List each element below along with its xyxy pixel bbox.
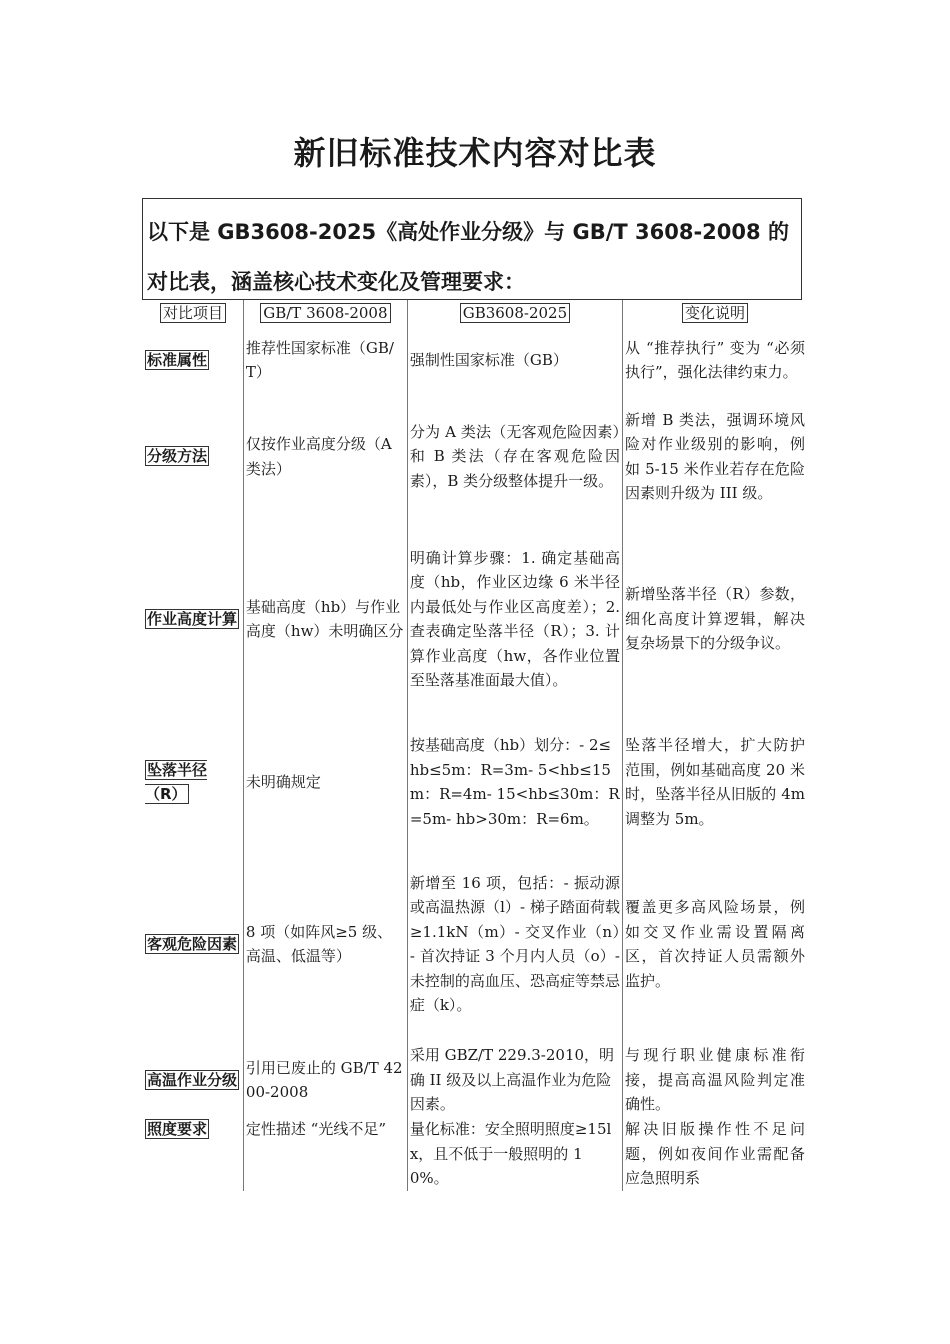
row-item: 客观危险因素 [147,934,238,953]
header-item: 对比项目 [143,300,243,326]
row-new: 按基础高度（hb）划分：- 2≤hb≤5m：R=3m- 5<hb≤15m：R=4m- 15<hb≤30m：R=5m- hb>30m：R=6m。 [407,719,622,845]
table-row [143,719,807,845]
row-item: 照度要求 [147,1120,208,1138]
page-title: 新旧标准技术内容对比表 [293,134,657,172]
row-note: 覆盖更多高风险场景，例如交叉作业需设置隔离区，首次持证人员需额外监护。 [623,845,807,1043]
row-note: 新增 B 类法，强调环境风险对作业级别的影响，例如 5-15 米作业若存在危险因素则升级为 III 级。 [623,394,807,519]
table-header-row [143,300,807,326]
row-note: 与现行职业健康标准衔接，提高高温风险判定准确性。 [623,1043,807,1117]
row-old: 推荐性国家标准（GB/T） [243,326,407,394]
table-row [143,326,807,394]
row-new: 采用 GBZ/T 229.3-2010，明确 II 级及以上高温作业为危险因素。 [407,1043,622,1117]
row-new: 量化标准：安全照明照度≥15lx，且不低于一般照明的 10%。 [407,1117,622,1191]
header-change-note: 变化说明 [623,300,807,326]
header-new-standard: GB3608-2025 [407,300,622,326]
intro-paragraph: 以下是 GB3608-2025《高处作业分级》与 GB/T 3608-2008 的对比表，涵盖核心技术变化及管理要求： [142,198,802,300]
row-item: 作业高度计算 [147,609,238,628]
row-item: 高温作业分级 [147,1070,238,1089]
row-item: 坠落半径（R） [145,760,208,803]
row-old: 未明确规定 [243,719,407,845]
table-row [143,845,807,1043]
row-note: 解决旧版操作性不足问题，例如夜间作业需配备应急照明系 [623,1117,807,1191]
comparison-table [143,300,807,1191]
row-old: 引用已废止的 GB/T 4200-2008 [243,1043,407,1117]
row-new: 新增至 16 项，包括：- 振动源或高温热源（l）- 梯子踏面荷载≥1.1kN（m）- 交叉作业（n）- 首次持证 3 个月内人员（o）- 未控制的高血压、恐高症等禁忌症（k）。 [407,845,622,1043]
row-new: 分为 A 类法（无客观危险因素）和 B 类法（存在客观危险因素），B 类分级整体提升一级。 [407,394,622,519]
row-old: 基础高度（hb）与作业高度（hw）未明确区分 [243,519,407,719]
row-old: 8 项（如阵风≥5 级、高温、低温等） [243,845,407,1043]
row-note: 坠落半径增大，扩大防护范围，例如基础高度 20 米时，坠落半径从旧版的 4m 调整为 5m。 [623,719,807,845]
header-old-standard: GB/T 3608-2008 [243,300,407,326]
row-old: 定性描述 “光线不足” [243,1117,407,1191]
row-note: 从 “推荐执行” 变为 “必须执行”，强化法律约束力。 [623,326,807,394]
row-item: 分级方法 [147,447,208,466]
row-new: 明确计算步骤：1. 确定基础高度（hb，作业区边缘 6 米半径内最低处与作业区高度差）；2. 查表确定坠落半径（R）；3. 计算作业高度（hw，各作业位置至坠落基准面最大值）。 [407,519,622,719]
table-row [143,1117,807,1191]
table-row [143,519,807,719]
row-note: 新增坠落半径（R）参数，细化高度计算逻辑，解决复杂场景下的分级争议。 [623,519,807,719]
table-row [143,394,807,519]
row-item: 标准属性 [147,350,208,369]
row-old: 仅按作业高度分级（A 类法） [243,394,407,519]
row-new: 强制性国家标准（GB） [407,326,622,394]
table-row [143,1043,807,1117]
